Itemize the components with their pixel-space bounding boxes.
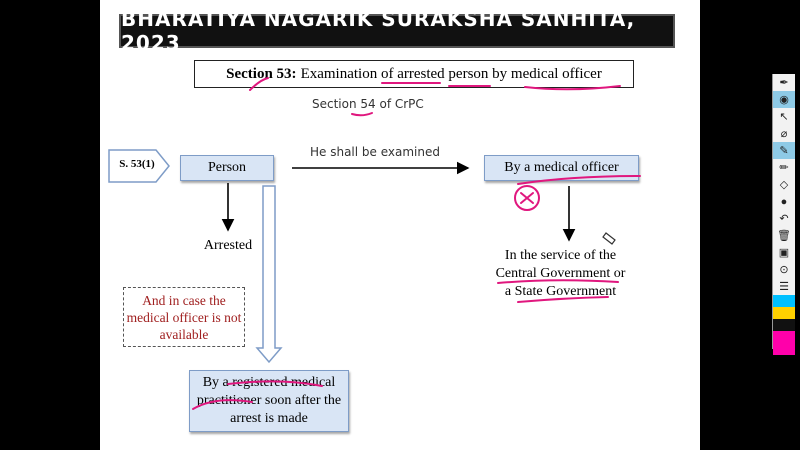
handwritten-crpc-reference: Section 54 of CrPC — [312, 97, 424, 111]
arrested-label: Arrested — [203, 238, 253, 253]
pen-icon[interactable]: ✒ — [779, 77, 789, 89]
service-line-3: a State Government — [504, 284, 617, 299]
pencil-cursor-icon — [603, 233, 615, 244]
presentation-slide — [100, 0, 700, 450]
pencil-icon[interactable]: ✏ — [779, 162, 789, 174]
annotation-toolbar — [772, 74, 795, 349]
subsection-tag-label: S. 53(1) — [119, 158, 155, 170]
block-down-arrow — [257, 186, 281, 362]
highlighter-icon[interactable]: ✎ — [773, 142, 795, 159]
ruler-icon[interactable]: ◇ — [779, 179, 789, 191]
handwritten-arrow-note: He shall be examined — [310, 145, 440, 159]
section-description: Examination of arrested person by medical officer — [300, 65, 602, 82]
color-swatch-cyan[interactable] — [773, 295, 795, 307]
service-line-2: Central Government or — [495, 266, 626, 281]
eye-icon[interactable]: ◉ — [773, 91, 795, 108]
medical-officer-label: By a medical officer — [504, 160, 619, 175]
practitioner-label: By a registered medical practitioner soon after the arrest is made — [196, 375, 342, 426]
slide-title: BHARATIYA NAGARIK SURAKSHA SANHITA, 2023 — [121, 7, 636, 55]
screen-icon[interactable]: ▣ — [778, 247, 790, 259]
section-label: Section 53: — [226, 65, 297, 82]
color-swatch-black[interactable] — [773, 319, 795, 331]
undo-icon[interactable]: ↶ — [779, 213, 789, 225]
color-swatch-yellow[interactable] — [773, 307, 795, 319]
person-label: Person — [207, 160, 247, 175]
pink-annotations — [193, 78, 640, 409]
cursor-icon[interactable]: ↖ — [779, 111, 789, 123]
eraser-icon[interactable]: ⌀ — [780, 128, 788, 140]
service-line-1: In the service of the — [504, 248, 617, 263]
conditional-note: And in case the medical officer is not available — [126, 292, 242, 342]
slide-arrows-overlay — [100, 0, 700, 450]
notes-icon[interactable]: ☰ — [779, 281, 789, 293]
dot-icon[interactable]: ● — [780, 195, 788, 208]
trash-icon[interactable]: 🗑 — [777, 230, 791, 242]
camera-icon[interactable]: ⊙ — [779, 264, 789, 276]
color-swatch-magenta[interactable] — [773, 331, 795, 355]
